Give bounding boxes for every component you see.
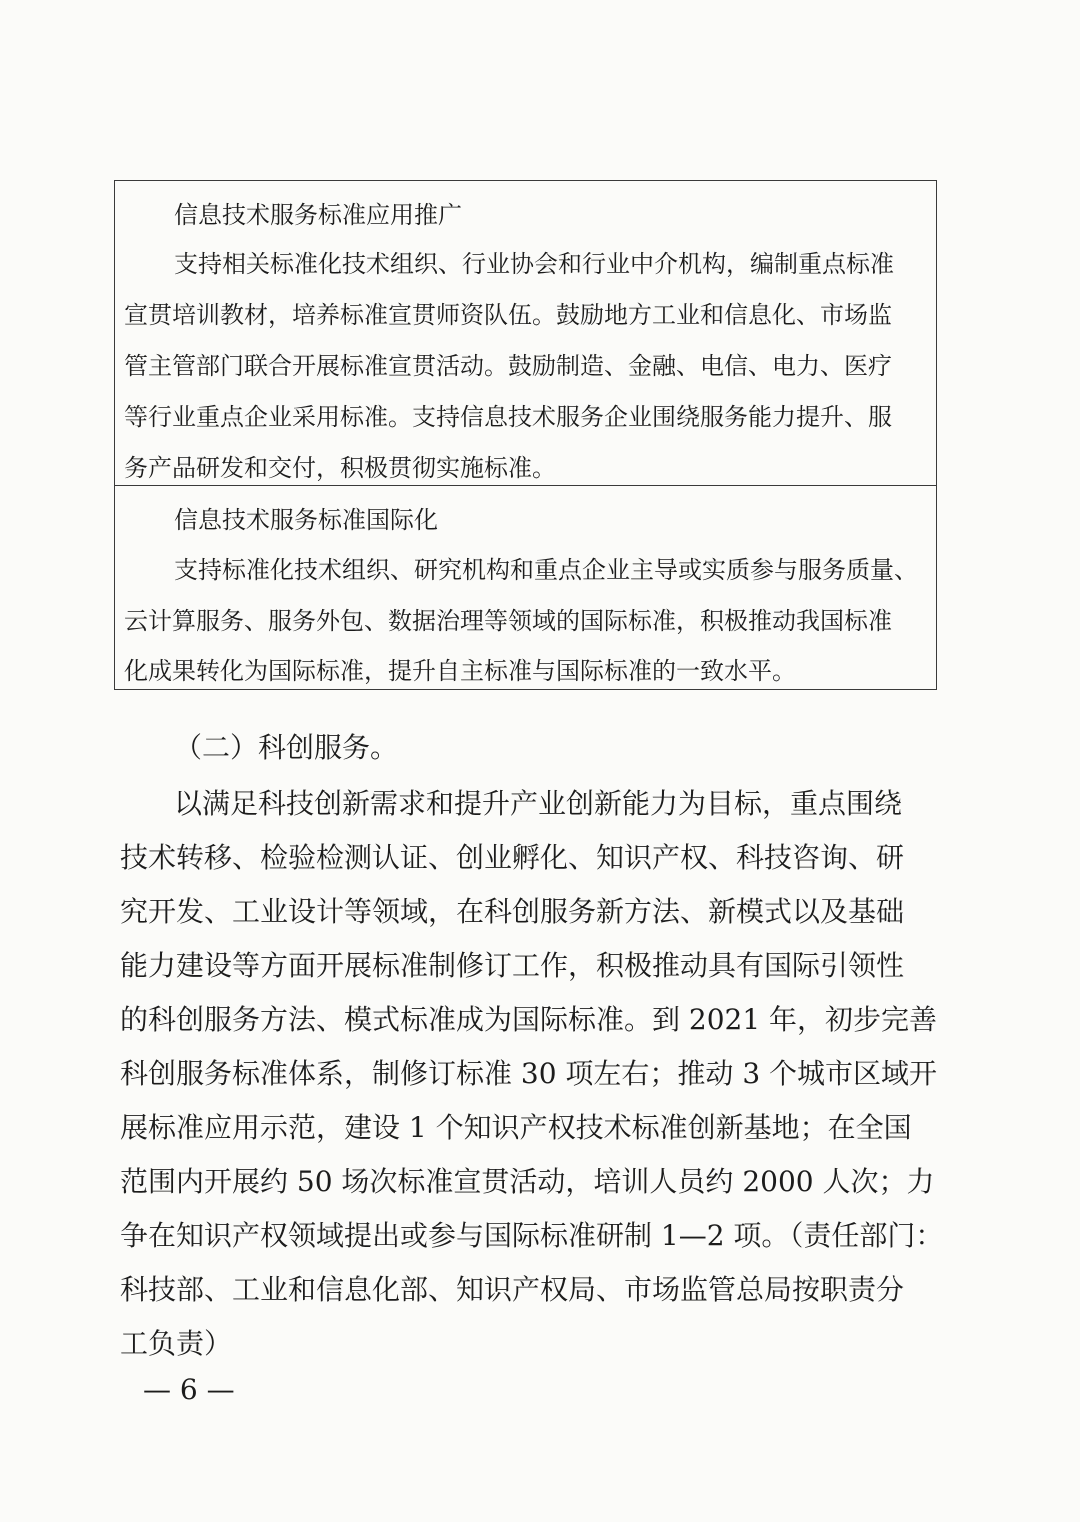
body-line-7: 展标准应用示范，建设 1 个知识产权技术标准创新基地；在全国	[120, 1111, 912, 1144]
box2-line-1: 支持标准化技术组织、研究机构和重点企业主导或实质参与服务质量、	[174, 556, 918, 584]
box2-title: 信息技术服务标准国际化	[174, 506, 438, 534]
body-line-10: 科技部、工业和信息化部、知识产权局、市场监管总局按职责分	[120, 1273, 905, 1306]
box2-line-2: 云计算服务、服务外包、数据治理等领域的国际标准，积极推动我国标准	[124, 607, 892, 635]
body-line-8: 范围内开展约 50 场次标准宣贯活动，培训人员约 2000 人次；力	[120, 1165, 935, 1198]
body-line-11: 工负责）	[120, 1327, 233, 1360]
box1-line-3: 管主管部门联合开展标准宣贯活动。鼓励制造、金融、电信、电力、医疗	[124, 352, 892, 380]
body-line-2: 技术转移、检验检测认证、创业孵化、知识产权、科技咨询、研	[120, 841, 905, 874]
body-line-4: 能力建设等方面开展标准制修订工作，积极推动具有国际引领性	[120, 949, 905, 982]
body-line-6: 科创服务标准体系，制修订标准 30 项左右；推动 3 个城市区域开	[120, 1057, 938, 1090]
box1-title: 信息技术服务标准应用推广	[174, 201, 462, 229]
box1-line-4: 等行业重点企业采用标准。支持信息技术服务企业围绕服务能力提升、服	[124, 403, 892, 431]
body-line-5: 的科创服务方法、模式标准成为国际标准。到 2021 年，初步完善	[120, 1003, 938, 1036]
box2-line-3: 化成果转化为国际标准，提升自主标准与国际标准的一致水平。	[124, 657, 796, 685]
body-line-3: 究开发、工业设计等领域，在科创服务新方法、新模式以及基础	[120, 895, 905, 928]
section-heading: （二）科创服务。	[174, 731, 399, 764]
box1-line-1: 支持相关标准化技术组织、行业协会和行业中介机构，编制重点标准	[174, 250, 894, 278]
page-number: — 6 —	[143, 1373, 235, 1406]
body-line-9: 争在知识产权领域提出或参与国际标准研制 1—2 项。（责任部门：	[120, 1219, 944, 1252]
box1-line-5: 务产品研发和交付，积极贯彻实施标准。	[124, 454, 556, 482]
box1-line-2: 宣贯培训教材，培养标准宣贯师资队伍。鼓励地方工业和信息化、市场监	[124, 301, 892, 329]
body-line-1: 以满足科技创新需求和提升产业创新能力为目标，重点围绕	[174, 787, 903, 820]
